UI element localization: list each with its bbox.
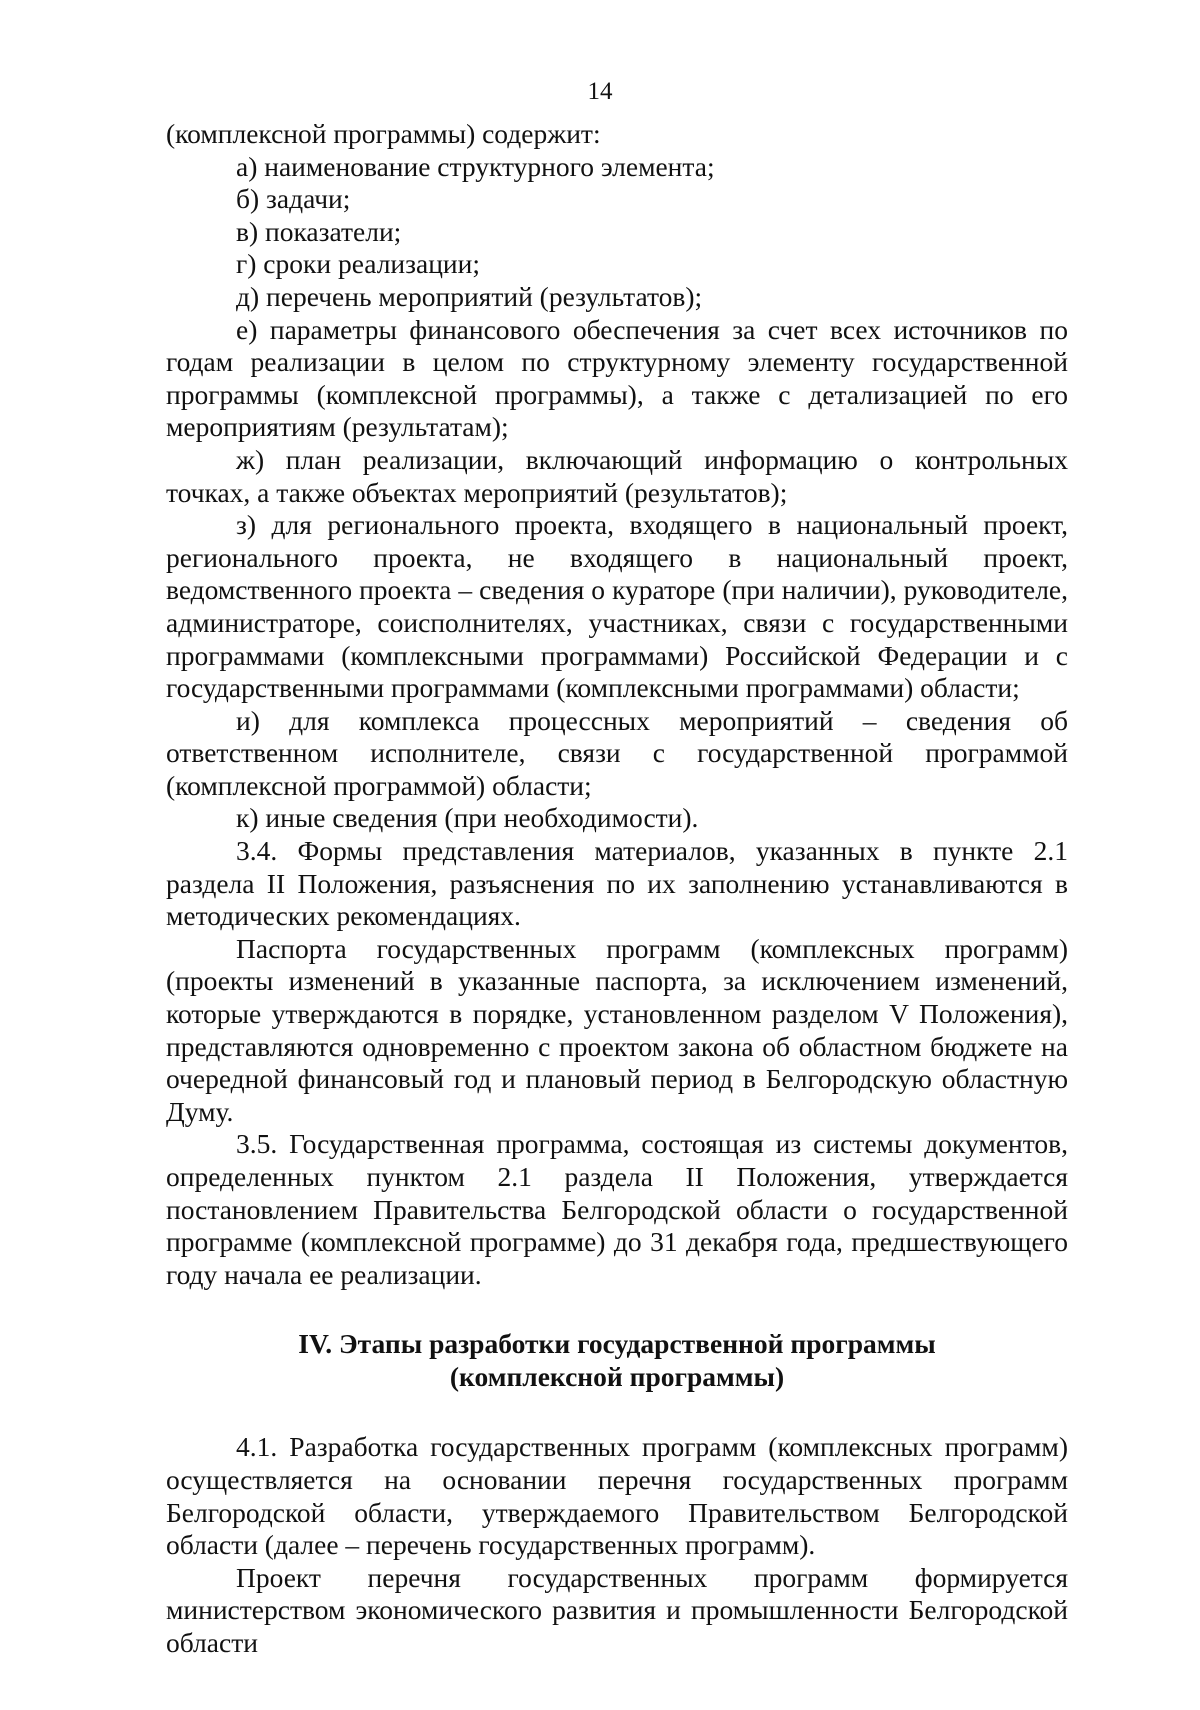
paragraph: г) сроки реализации; (236, 248, 481, 280)
paragraph: а) наименование структурного элемента; (236, 150, 715, 182)
paragraph: и) для комплекса процессных мероприятий – сведения об ответственном исполнителе, связи с государственной программой (комплексной программой) области; (166, 704, 1068, 801)
section-heading-line-1: IV. Этапы разработки государственной программы (298, 1328, 936, 1360)
paragraph: д) перечень мероприятий (результатов); (236, 280, 703, 312)
section-heading (166, 1327, 1068, 1393)
paragraph: з) для регионального проекта, входящего в национальный проект, регионального проекта, не входящего в национальный проект, ведомственного проекта – сведения о кураторе (при наличии), руководителе, администраторе, соисполнителях, участниках, связи с государственными программами (комплексными программами) Российской Федерации и с государственными программами (комплексными программами) области; (166, 509, 1068, 704)
paragraph: в) показатели; (236, 215, 402, 247)
paragraphs-after (166, 1431, 1068, 1659)
paragraph: е) параметры финансового обеспечения за счет всех источников по годам реализации в целом по структурному элементу государственной программы (комплексной программы), а также с детализацией по его мероприятиям (результатам); (166, 313, 1068, 443)
paragraph: (комплексной программы) содержит: (166, 118, 601, 149)
paragraphs-before (166, 118, 1068, 1291)
paragraph: 3.4. Формы представления материалов, указанных в пункте 2.1 раздела II Положения, разъяснения по их заполнению устанавливаются в методических рекомендациях. (166, 835, 1068, 932)
page-number: 14 (587, 78, 613, 105)
page-content (166, 118, 1068, 1660)
paragraph: Паспорта государственных программ (комплексных программ) (проекты изменений в указанные паспорта, за исключением изменений, которые утверждаются в порядке, установленном разделом V Положения), представляются одновременно с проектом закона об областном бюджете на очередной финансовый год и плановый период в Белгородскую областную Думу. (166, 932, 1068, 1127)
paragraph: Проект перечня государственных программ формируется министерством экономического развития и промышленности Белгородской области (166, 1561, 1068, 1658)
paragraph: ж) план реализации, включающий информацию о контрольных точках, а также объектах мероприятий (результатов); (166, 443, 1068, 508)
paragraph: б) задачи; (236, 183, 351, 215)
section-heading-line-2: (комплексной программы) (449, 1361, 785, 1393)
paragraph: 3.5. Государственная программа, состоящая из системы документов, определенных пунктом 2.1 раздела II Положения, утверждается постановлением Правительства Белгородской области о государственной программе (комплексной программе) до 31 декабря года, предшествующего году начала ее реализации. (166, 1128, 1068, 1290)
paragraph: к) иные сведения (при необходимости). (236, 802, 699, 834)
paragraph: 4.1. Разработка государственных программ (комплексных программ) осуществляется на основании перечня государственных программ Белгородской области, утверждаемого Правительством Белгородской области (далее – перечень государственных программ). (166, 1431, 1068, 1561)
